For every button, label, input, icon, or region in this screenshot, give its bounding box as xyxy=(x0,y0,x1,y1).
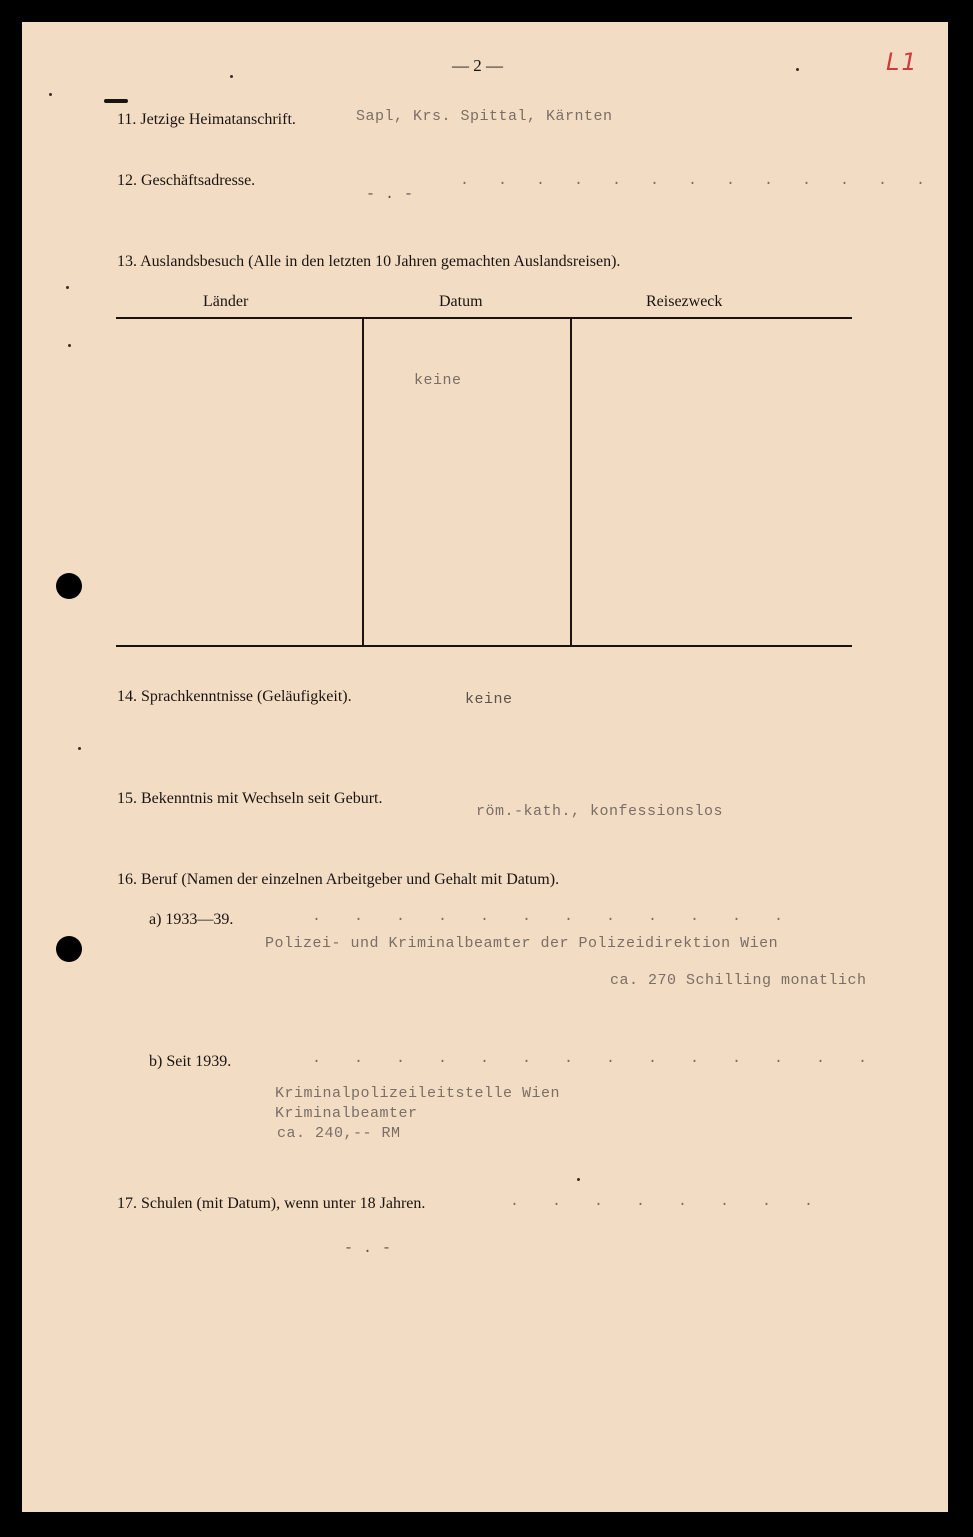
item-16-label: 16. Beruf (Namen der einzelnen Arbeitgeber und Gehalt mit Datum). xyxy=(117,871,560,888)
item-16a-label: a) 1933—39. xyxy=(149,911,234,928)
item-16a-salary: ca. 270 Schilling monatlich xyxy=(610,972,867,989)
punch-hole-bottom xyxy=(56,936,82,962)
table-header-datum: Datum xyxy=(439,293,483,310)
document-page xyxy=(22,22,948,1512)
punch-hole-top xyxy=(56,573,82,599)
item-17-value: - . - xyxy=(344,1240,392,1257)
item-11-label: 11. Jetzige Heimatanschrift. xyxy=(117,111,296,128)
margin-speck xyxy=(66,286,69,289)
item-13-label: 13. Auslandsbesuch (Alle in den letzten 10 Jahren gemachten Auslandsreisen). xyxy=(117,253,621,270)
margin-arrow-mark xyxy=(104,99,128,103)
margin-speck xyxy=(49,93,52,96)
item-11-value: Sapl, Krs. Spittal, Kärnten xyxy=(356,108,613,125)
item-12-label: 12. Geschäftsadresse. xyxy=(117,172,256,189)
item-16a-dots: . . . . . . . . . . . . xyxy=(312,908,796,925)
item-14-value: keine xyxy=(465,691,513,708)
margin-speck xyxy=(577,1178,580,1181)
table-top-rule xyxy=(116,317,852,319)
table-column-divider-1 xyxy=(362,319,364,646)
item-14-label: 14. Sprachkenntnisse (Geläufigkeit). xyxy=(117,688,352,705)
item-16b-position: Kriminalbeamter xyxy=(275,1105,418,1122)
corner-mark: L1 xyxy=(886,48,919,76)
table-column-divider-2 xyxy=(570,319,572,646)
item-16b-dots: . . . . . . . . . . . . . . xyxy=(312,1050,880,1067)
margin-speck xyxy=(796,68,799,71)
margin-speck xyxy=(78,747,81,750)
item-12-dots: . . . . . . . . . . . . . xyxy=(460,172,936,189)
item-15-value: röm.-kath., konfessionslos xyxy=(476,803,724,820)
table-header-laender: Länder xyxy=(203,293,249,310)
item-15-label: 15. Bekenntnis mit Wechseln seit Geburt. xyxy=(117,790,383,807)
item-17-label: 17. Schulen (mit Datum), wenn unter 18 Jahren. xyxy=(117,1195,426,1212)
item-16b-salary: ca. 240,-- RM xyxy=(277,1125,401,1142)
item-16b-employer: Kriminalpolizeileitstelle Wien xyxy=(275,1085,561,1102)
item-12-value: - . - xyxy=(366,186,414,203)
item-16b-label: b) Seit 1939. xyxy=(149,1053,232,1070)
margin-speck xyxy=(68,344,71,347)
item-16a-employer: Polizei- und Kriminalbeamter der Polizeidirektion Wien xyxy=(265,935,779,952)
item-17-dots: . . . . . . . . xyxy=(510,1193,826,1210)
table-bottom-rule xyxy=(116,645,852,647)
margin-speck xyxy=(230,75,233,78)
page-number: — 2 — xyxy=(452,56,503,75)
table-header-reisezweck: Reisezweck xyxy=(646,293,723,310)
table-datum-value: keine xyxy=(414,372,462,389)
